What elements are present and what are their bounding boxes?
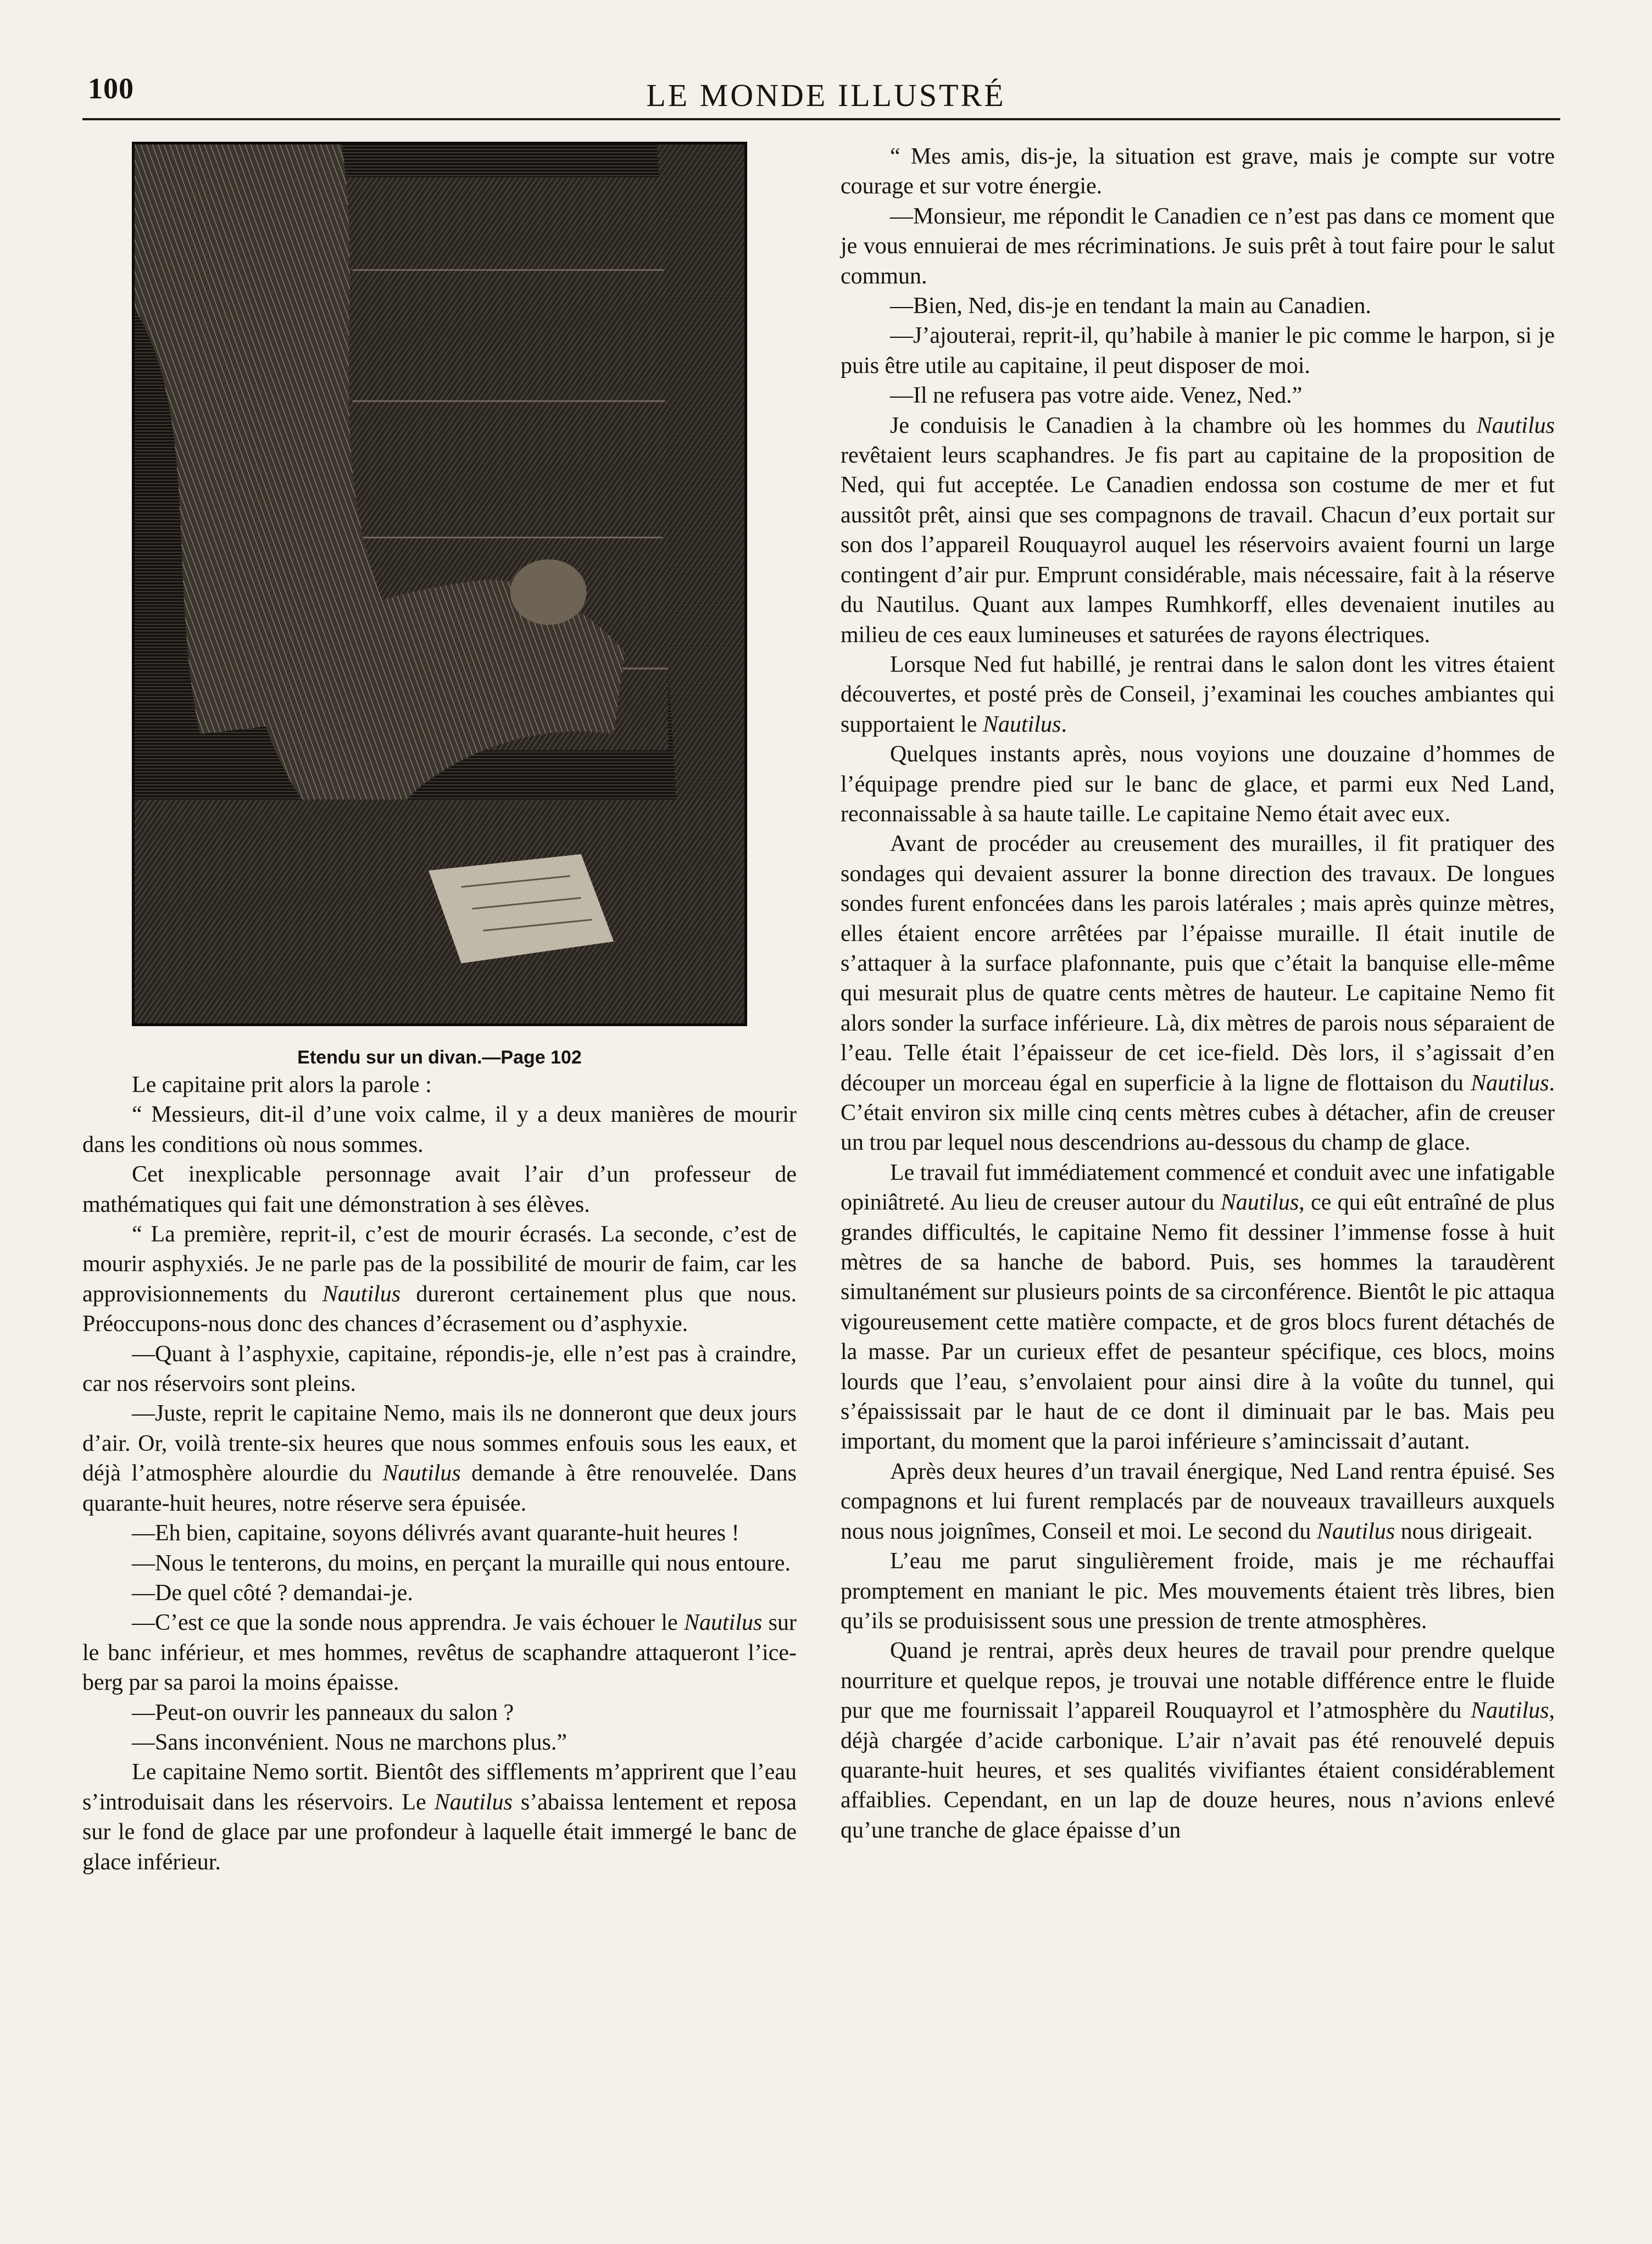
- ship-name: Nautilus: [1316, 1518, 1395, 1544]
- paragraph: Le capitaine prit alors la parole :: [132, 1072, 432, 1098]
- ship-name: Nautilus: [382, 1461, 461, 1486]
- ship-name: Nautilus: [322, 1281, 401, 1307]
- paragraph: Avant de procéder au creusement des murailles, il fit pratiquer des sondages qui devaient assurer la bonne direction des travaux. De longues sondes furent enfoncées dans les parois latérales ; mais après quinze mètres, elles étaient encore arrêtées par l’épaisse muraille. Il était inutile de s’attaquer à la surface plafonnante, puis que c’était la banquise elle-même qui mesurait plus de quatre cents mètres de hauteur. Le capitaine Nemo fit alors sonder la surface inférieure. Là, dix mètres de parois nous séparaient de l’eau. Telle était l’épaisseur de cet ice-field. Dès lors, il s’agissait d’en découper un morceau égal en superficie à la ligne de flottaison du Nautilus. C’était environ six mille cinq cents mètres cubes à détacher, afin de creuser un trou par lequel nous descendrions au-dessous du champ de glace.: [841, 831, 1555, 1156]
- paragraph: “ Mes amis, dis-je, la situation est grave, mais je compte sur votre courage et sur votre énergie.: [841, 144, 1555, 199]
- paragraph: —Juste, reprit le capitaine Nemo, mais ils ne donneront que deux jours d’air. Or, voilà trente-six heures que nous sommes enfouis sous les eaux, et déjà l’atmosphère alourdie du Nautilus demande à être renouvelée. Dans quarante-huit heures, notre réserve sera épuisée.: [82, 1401, 797, 1516]
- paragraph: —C’est ce que la sonde nous apprendra. Je vais échouer le Nautilus sur le banc inférieur, et mes hommes, revêtus de scaphandre attaqueront l’ice-berg par sa paroi la moins épaisse.: [82, 1610, 797, 1696]
- paragraph: —J’ajouterai, reprit-il, qu’habile à manier le pic comme le harpon, si je puis être utile au capitaine, il peut disposer de moi.: [841, 323, 1555, 378]
- ship-name: Nautilus: [1471, 1698, 1549, 1724]
- ship-name: Nautilus: [434, 1789, 513, 1815]
- ship-name: Nautilus: [683, 1610, 763, 1636]
- paragraph: “ La première, reprit-il, c’est de mourir écrasés. La seconde, c’est de mourir asphyxiés. Je ne parle pas de la possibilité de mourir de faim, car les approvisionnements du Nautilus dureront certainement plus que nous. Préoccupons-nous donc des chances d’écrasement ou d’asphyxie.: [82, 1222, 797, 1337]
- paragraph: —Il ne refusera pas votre aide. Venez, Ned.”: [890, 383, 1303, 409]
- page-number: 100: [88, 72, 134, 105]
- right-column: [841, 142, 1555, 1845]
- paragraph: —Monsieur, me répondit le Canadien ce n’est pas dans ce moment que je vous ennuierai de mes récriminations. Je suis prêt à tout faire pour le salut commun.: [841, 203, 1555, 289]
- paragraph: “ Messieurs, dit-il d’une voix calme, il y a deux manières de mourir dans les conditions où nous sommes.: [82, 1102, 797, 1157]
- illustration: [132, 142, 747, 1026]
- paragraph: Cet inexplicable personnage avait l’air d’un professeur de mathématiques qui fait une démonstration à ses élèves.: [82, 1162, 797, 1217]
- illustration-caption: Etendu sur un divan.—Page 102: [297, 1047, 582, 1068]
- ship-name: Nautilus: [982, 711, 1061, 737]
- paragraph: Quand je rentrai, après deux heures de travail pour prendre quelque nourriture et quelque repos, je trouvai une notable différence entre le fluide pur que me fournissait l’appareil Rouquayrol et l’atmosphère du Nautilus, déjà chargée d’acide carbonique. L’air n’avait pas été renouvelé depuis quarante-huit heures, et ses qualités vivifiantes étaient considérablement affaiblies. Cependant, en un lap de douze heures, nous n’avions enlevé qu’une tranche de glace épaisse d’un: [841, 1638, 1555, 1843]
- paragraph: Lorsque Ned fut habillé, je rentrai dans le salon dont les vitres étaient découvertes, et posté près de Conseil, j’examinai les couches ambiantes qui supportaient le Nautilus.: [841, 652, 1555, 737]
- header-rule: [82, 118, 1560, 120]
- paragraph: —Quant à l’asphyxie, capitaine, répondis-je, elle n’est pas à craindre, car nos réservoirs sont pleins.: [82, 1341, 797, 1397]
- paragraph: —Eh bien, capitaine, soyons délivrés avant quarante-huit heures !: [132, 1521, 739, 1546]
- paragraph: —De quel côté ? demandai-je.: [132, 1580, 413, 1606]
- paragraph: —Sans inconvénient. Nous ne marchons plus.”: [132, 1729, 568, 1755]
- ship-name: Nautilus: [1471, 1070, 1549, 1096]
- paragraph: —Peut-on ouvrir les panneaux du salon ?: [132, 1700, 514, 1725]
- masthead-title: LE MONDE ILLUSTRÉ: [646, 77, 1006, 113]
- paragraph: —Bien, Ned, dis-je en tendant la main au Canadien.: [890, 293, 1371, 319]
- paragraph: —Nous le tenterons, du moins, en perçant la muraille qui nous entoure.: [132, 1550, 791, 1576]
- ship-name: Nautilus: [1220, 1190, 1299, 1216]
- paragraph: L’eau me parut singulièrement froide, mais je me réchauffai promptement en maniant le pic. Mes mouvements étaient très libres, bien qu’ils se produisissent sous une pression de trente atmosphères.: [841, 1549, 1555, 1634]
- paragraph: Je conduisis le Canadien à la chambre où les hommes du Nautilus revêtaient leurs scaphandres. Je fis part au capitaine de la proposition de Ned, qui fut acceptée. Le Canadien endossa son costume de mer et fut aussitôt prêt, ainsi que ses compagnons de travail. Chacun d’eux portait sur son dos l’appareil Rouquayrol auquel les réservoirs avaient fourni un large contingent d’air pur. Emprunt considérable, mais nécessaire, fait à la réserve du Nautilus. Quant aux lampes Rumhkorff, elles devenaient inutiles au milieu de ces eaux lumineuses et saturées de rayons électriques.: [841, 413, 1555, 648]
- engraving-image: [135, 144, 744, 1023]
- ship-name: Nautilus: [1476, 413, 1555, 438]
- paragraph: Le travail fut immédiatement commencé et conduit avec une infatigable opiniâtreté. Au lieu de creuser autour du Nautilus, ce qui eût entraîné de plus grandes difficultés, le capitaine Nemo fit dessiner l’immense fosse à huit mètres de sa hanche de babord. Puis, ses hommes la taraudèrent simultanément sur plusieurs points de sa circonférence. Bientôt le pic attaqua vigoureusement cette matière compacte, et de gros blocs furent détachés de la masse. Par un curieux effet de pesanteur spécifique, ces blocs, moins lourds que l’eau, s’envolaient pour ainsi dire à la voûte du tunnel, qui s’épaississait par le haut de ce dont il diminuait par le bas. Mais peu important, du moment que la paroi inférieure s’amincissait d’autant.: [841, 1160, 1555, 1455]
- paragraph: Le capitaine Nemo sortit. Bientôt des sifflements m’apprirent que l’eau s’introduisait dans les réservoirs. Le Nautilus s’abaissa lentement et reposa sur le fond de glace par une profondeur à laquelle était immergé le banc de glace inférieur.: [82, 1759, 797, 1875]
- paragraph: Après deux heures d’un travail énergique, Ned Land rentra épuisé. Ses compagnons et lui furent remplacés par de nouveaux travailleurs auxquels nous nous joignîmes, Conseil et moi. Le second du Nautilus nous dirigeait.: [841, 1458, 1555, 1544]
- left-column: [82, 142, 797, 1877]
- paragraph: Quelques instants après, nous voyions une douzaine d’hommes de l’équipage prendre pied sur le banc de glace, et parmi eux Ned Land, reconnaissable à sa haute taille. Le capitaine Nemo était avec eux.: [841, 742, 1555, 827]
